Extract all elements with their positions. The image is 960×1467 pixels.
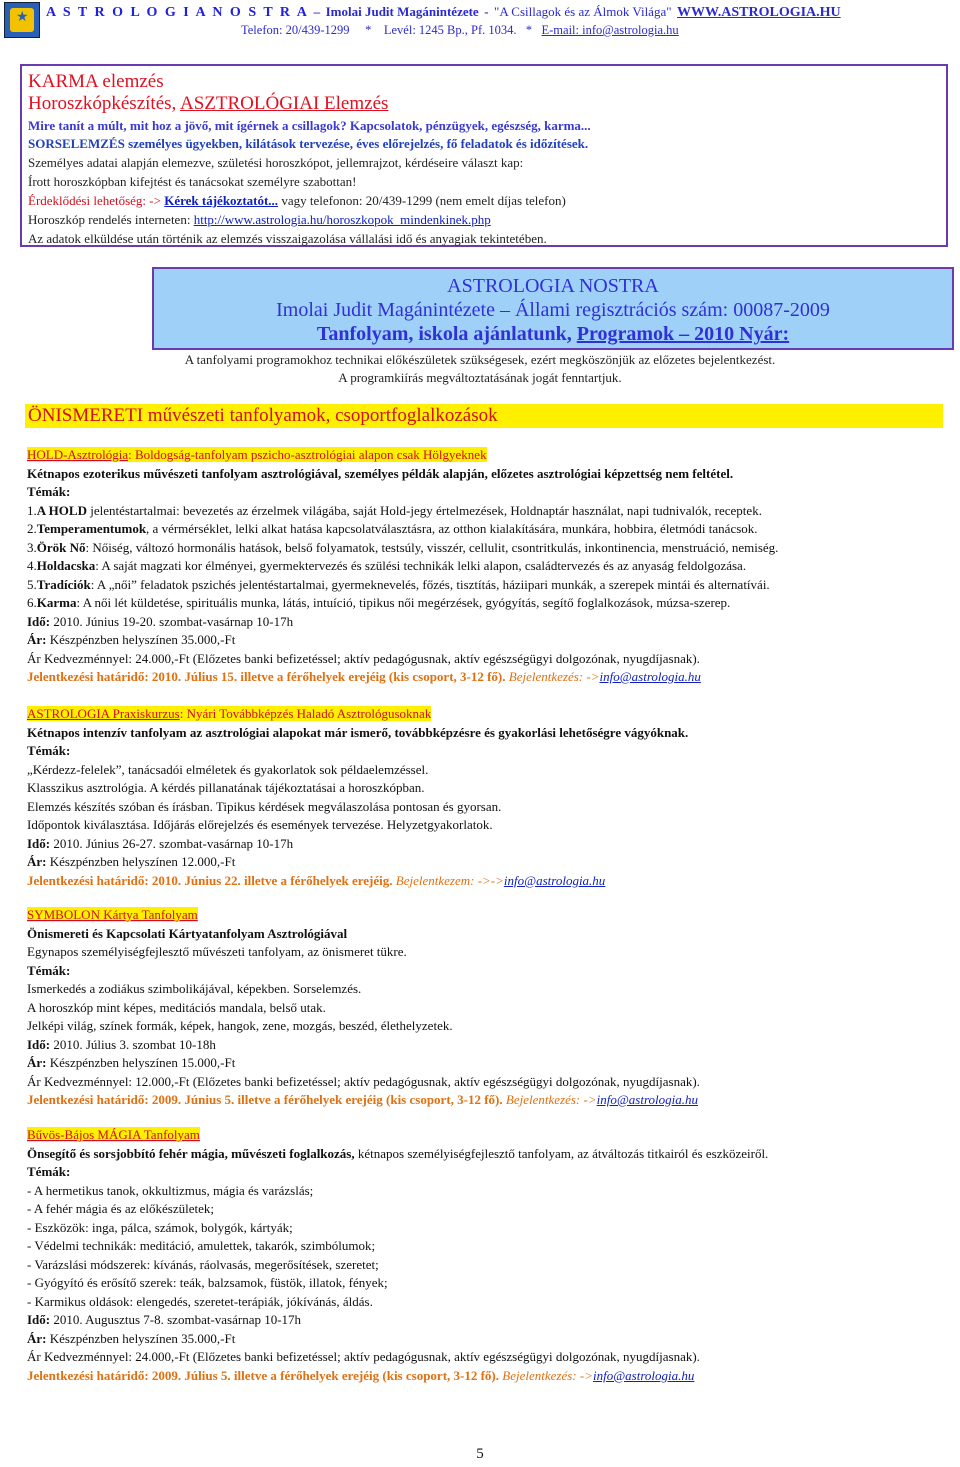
hold-item-head: Örök Nő bbox=[36, 539, 86, 555]
praxis-time-value: 2010. Június 26-27. szombat-vasárnap 10-17h bbox=[50, 835, 294, 851]
symbolon-deadline bbox=[27, 1091, 947, 1110]
magia-topic: - A hermetikus tanok, okkultizmus, mágia és varázslás; bbox=[27, 1182, 314, 1198]
hold-item-head: A HOLD bbox=[36, 502, 87, 518]
symbolon-discount: Ár Kedvezménnyel: 12.000,-Ft (Előzetes banki befizetéssel; aktív pedagógusnak, aktív egészségügyi dolgozónak, nyugdíjasnak). bbox=[27, 1073, 700, 1089]
hold-item bbox=[27, 520, 947, 539]
hold-item bbox=[27, 594, 947, 613]
banner-title: ASTROLOGIA NOSTRA bbox=[447, 275, 659, 297]
hold-item-text: : A női lét küldetése, spirituális munka, látás, intuíció, tipikus női megérzések, gyógyítás, segítő foglalkozások, múzsa-szerep. bbox=[76, 595, 731, 610]
order-link[interactable]: http://www.astrologia.hu/horoszkopok_mindenkinek.php bbox=[193, 212, 491, 227]
hold-time-label: Idő: bbox=[27, 613, 51, 629]
brand-name: A S T R O L O G I A N O S T R A bbox=[46, 5, 309, 20]
magia-email-link[interactable]: info@astrologia.hu bbox=[592, 1367, 695, 1383]
course-symbolon bbox=[27, 906, 947, 1110]
hold-price-value: Készpénzben helyszínen 35.000,-Ft bbox=[46, 632, 236, 647]
karma-sorselemzes: SORSELEMZÉS személyes ügyekben, kilátások tervezése, éves előrejelzés, fő feladatok és időzítések. bbox=[28, 136, 589, 151]
hold-item bbox=[27, 539, 947, 558]
magia-title-link[interactable]: Bűvös-Bájos MÁGIA Tanfolyam bbox=[27, 1127, 200, 1142]
hold-item bbox=[27, 502, 947, 521]
karma-box bbox=[20, 64, 948, 247]
praxis-temak: Témák: bbox=[27, 743, 71, 758]
hold-price bbox=[27, 631, 947, 650]
praxis-topic: „Kérdezz-felelek”, tanácsadói elméletek és gyakorlatok sok példaelemzéssel. bbox=[27, 761, 429, 777]
magia-temak: Témák: bbox=[27, 1164, 71, 1179]
header-quote: "A Csillagok és az Álmok Világa" bbox=[494, 4, 672, 19]
magia-deadline-text: Jelentkezési határidő: 2009. Július 5. illetve a férőhelyek erejéig (kis csoport, 3-12 fő). bbox=[27, 1367, 500, 1383]
interest-rest: vagy telefonon: 20/439-1299 (nem emelt díjas telefon) bbox=[278, 193, 566, 208]
contact-post: Levél: 1245 Bp., Pf. 1034. bbox=[383, 23, 517, 37]
praxis-email-link[interactable]: info@astrologia.hu bbox=[503, 872, 606, 888]
contact-email-link[interactable]: E-mail: info@astrologia.hu bbox=[541, 23, 679, 37]
praxis-topic: Elemzés készítés szóban és írásban. Tipikus kérdések megválaszolása pontosan és gyorsan. bbox=[27, 798, 502, 814]
hold-title-rest: : Boldogság-tanfolyam pszicho-asztrológiai alapon csak Hölgyeknek bbox=[128, 447, 487, 462]
interest-link[interactable]: Kérek tájékoztatót... bbox=[164, 193, 279, 208]
hold-item-text: : A saját magzati kor élményei, gyermektervezés és szülési technikák lelki alapon, családtervezés és az anyaság feldolgozása. bbox=[95, 558, 747, 573]
hold-title bbox=[27, 446, 947, 465]
hold-item-text: : Nőiség, változó hormonális hatások, belső folyamatok, testsúly, visszér, cellulit, csontritkulás, inkontinencia, menstruáció, nemiség. bbox=[85, 539, 779, 555]
header-dash: - bbox=[484, 4, 489, 19]
symbolon-intro: Egynapos személyiségfejlesztő művészeti tanfolyam, az önismeret tükre. bbox=[27, 944, 407, 959]
magia-title bbox=[27, 1126, 947, 1145]
magia-register-label: Bejelentkezés: -> bbox=[499, 1367, 593, 1383]
star-icon: ★ bbox=[16, 9, 29, 25]
symbolon-register-label: Bejelentkezés: -> bbox=[502, 1092, 597, 1107]
logo bbox=[4, 2, 40, 38]
magia-deadline bbox=[27, 1367, 947, 1386]
hold-title-link[interactable]: HOLD-Asztrológia bbox=[27, 447, 129, 462]
magia-topic: - Gyógyító és erősítő szerek: teák, balzsamok, füstök, illatok, fények; bbox=[27, 1275, 388, 1290]
magia-time bbox=[27, 1311, 947, 1330]
hold-item-num: 1. bbox=[27, 502, 37, 518]
symbolon-time-label: Idő: bbox=[27, 1036, 51, 1052]
course-hold bbox=[27, 446, 947, 687]
karma-subtitle bbox=[28, 93, 940, 115]
header-line-1 bbox=[46, 4, 841, 21]
hold-item-num: 5. bbox=[27, 576, 37, 592]
hold-item-num: 3. bbox=[27, 539, 37, 555]
hold-discount: Ár Kedvezménnyel: 24.000,-Ft (Előzetes banki befizetéssel; aktív pedagógusnak, aktív egészségügyi dolgozónak, nyugdíjasnak). bbox=[27, 650, 700, 666]
course-praxis bbox=[27, 705, 947, 890]
hold-item-num: 4. bbox=[27, 558, 37, 573]
praxis-topic: Időpontok kiválasztása. Időjárás előrejelzés és események tervezése. Helyzetgyakorlatok. bbox=[27, 817, 493, 832]
praxis-title bbox=[27, 705, 947, 724]
hold-item-num: 2. bbox=[27, 521, 37, 536]
praxis-deadline-text: Jelentkezési határidő: 2010. Június 22. illetve a férőhelyek erejéig. bbox=[27, 872, 393, 888]
magia-price bbox=[27, 1330, 947, 1349]
magia-price-label: Ár: bbox=[27, 1330, 47, 1346]
interest-label: Érdeklődési lehetőség: -> bbox=[28, 193, 161, 208]
institute-name: Imolai Judit Magánintézete bbox=[325, 4, 479, 19]
hold-item-head: Holdacska bbox=[36, 558, 96, 573]
hold-intro: Kétnapos ezoterikus művészeti tanfolyam asztrológiával, személyes példák alapján, előzetes asztrológiai képzettség nem feltétel. bbox=[27, 465, 734, 481]
praxis-topic: Klasszikus asztrológia. A kérdés pillanatának tájékoztatásai a horoszkópban. bbox=[27, 780, 425, 795]
karma-subtitle-part1: Horoszkópkészítés, bbox=[28, 93, 180, 114]
symbolon-topic: Ismerkedés a zodiákus szimbolikájával, képekben. Sorselemzés. bbox=[27, 981, 362, 996]
praxis-title-rest: : Nyári Továbbképzés Haladó Asztrológusoknak bbox=[179, 706, 432, 721]
magia-price-value: Készpénzben helyszínen 35.000,-Ft bbox=[46, 1330, 236, 1346]
praxis-price bbox=[27, 853, 947, 872]
hold-deadline bbox=[27, 668, 947, 687]
praxis-time-label: Idő: bbox=[27, 835, 51, 851]
banner-registration: Imolai Judit Magánintézete – Állami regisztrációs szám: 00087-2009 bbox=[276, 299, 830, 321]
hold-price-label: Ár: bbox=[27, 632, 47, 647]
symbolon-topic: A horoszkóp mint képes, meditációs mandala, belső utak. bbox=[27, 999, 326, 1015]
symbolon-price bbox=[27, 1054, 947, 1073]
header-separator: – bbox=[313, 4, 321, 19]
page-number: 5 bbox=[476, 1446, 484, 1462]
praxis-price-label: Ár: bbox=[27, 854, 47, 869]
hold-email-link[interactable]: info@astrologia.hu bbox=[599, 669, 701, 684]
note-rights: A programkiírás megváltoztatásának jogát fenntartjuk. bbox=[338, 370, 622, 385]
symbolon-price-label: Ár: bbox=[27, 1055, 47, 1070]
magia-intro-rest: kétnapos személyiségfejlesztő tanfolyam, az átváltozás titkairól és eszközeiről. bbox=[354, 1145, 769, 1161]
symbolon-deadline-text: Jelentkezési határidő: 2009. Június 5. illetve a férőhelyek erejéig (kis csoport, 3-12 fő). bbox=[27, 1092, 503, 1107]
contact-star-2: * bbox=[525, 23, 533, 37]
hold-item bbox=[27, 557, 947, 576]
karma-order bbox=[28, 210, 940, 229]
symbolon-subtitle: Önismereti és Kapcsolati Kártyatanfolyam Asztrológiával bbox=[27, 925, 348, 941]
hold-item-text: jelentéstartalmai: bevezetés az érzelmek világába, saját Hold-jegy értelmezések, Holdnaptár használat, napi tudnivalók, receptek. bbox=[86, 502, 762, 518]
praxis-price-value: Készpénzben helyszínen 12.000,-Ft bbox=[46, 854, 236, 869]
symbolon-temak: Témák: bbox=[27, 962, 71, 978]
magia-topic: - Karmikus oldások: elengedés, szeretet-terápiák, jókívánás, áldás. bbox=[27, 1293, 373, 1309]
hold-time-value: 2010. Június 19-20. szombat-vasárnap 10-17h bbox=[50, 613, 294, 629]
hold-deadline-text: Jelentkezési határidő: 2010. Július 15. illetve a férőhelyek erejéig (kis csoport, 3-12 fő). bbox=[27, 669, 506, 684]
karma-line-1: Személyes adatai alapján elemezve, születési horoszkópot, jellemrajzot, kérdéseire választ kap: bbox=[28, 155, 524, 170]
contact-phone: Telefon: 20/439-1299 bbox=[241, 23, 350, 37]
magia-topic: - Védelmi technikák: meditáció, amulettek, takarók, szimbólumok; bbox=[27, 1238, 376, 1253]
header-line-2 bbox=[241, 23, 679, 38]
hold-item-head: Temperamentumok bbox=[36, 521, 147, 536]
hold-item bbox=[27, 576, 947, 595]
course-magia bbox=[27, 1126, 947, 1385]
magia-time-label: Idő: bbox=[27, 1312, 51, 1327]
magia-topic: - A fehér mágia és az előkészületek; bbox=[27, 1201, 214, 1216]
symbolon-price-value: Készpénzben helyszínen 15.000,-Ft bbox=[46, 1055, 236, 1070]
praxis-title-link[interactable]: ASTROLOGIA Praxiskurzus bbox=[27, 706, 180, 721]
banner-programs-link[interactable]: Programok – 2010 Nyár: bbox=[576, 323, 790, 345]
section-heading-onismereti: ÖNISMERETI művészeti tanfolyamok, csoportfoglalkozások bbox=[25, 404, 943, 428]
symbolon-title bbox=[27, 906, 947, 925]
karma-last-line: Az adatok elküldése után történik az elemzés visszaigazolása vállalási idő és anyagiak tekintetében. bbox=[28, 231, 547, 246]
note-registration: A tanfolyami programokhoz technikai előkészületek szükségesek, ezért megköszönjük az előzetes bejelentkezést. bbox=[184, 352, 776, 367]
program-banner bbox=[152, 267, 954, 350]
hold-register-label: Bejelentkezés: -> bbox=[505, 669, 600, 684]
praxis-intro: Kétnapos intenzív tanfolyam az asztrológiai alapokat már ismerő, továbbképzésre és gyakorlási lehetőségre vágyóknak. bbox=[27, 724, 689, 740]
hold-item-head: Tradíciók bbox=[36, 576, 91, 592]
magia-topic: - Eszközök: inga, pálca, számok, bolygók, kártyák; bbox=[27, 1219, 293, 1235]
symbolon-time-value: 2010. Július 3. szombat 10-18h bbox=[50, 1036, 216, 1052]
praxis-register-label: Bejelentkezem: ->-> bbox=[392, 872, 504, 888]
hold-item-text: : A „női” feladatok pszichés jelentéstartalmai, gyermeknevelés, főzés, tisztítás, háziipari munkák, a szerepek mintái és alternatívái. bbox=[90, 576, 770, 592]
hold-time bbox=[27, 613, 947, 632]
symbolon-email-link[interactable]: info@astrologia.hu bbox=[596, 1092, 698, 1107]
karma-interest bbox=[28, 191, 940, 210]
hold-item-text: , a vérmérséklet, lelki alkat hatása kapcsolatválasztásra, az otthon kialakítására, munkára, hobbira, életmódi tanácsok. bbox=[146, 521, 758, 536]
page-header bbox=[0, 0, 960, 44]
magia-topic: - Varázslási módszerek: kívánás, ráolvasás, megerősítések, szeretet; bbox=[27, 1256, 379, 1272]
praxis-time bbox=[27, 835, 947, 854]
magia-intro bbox=[27, 1145, 947, 1164]
karma-line-2: Írott horoszkópban kifejtést és tanácsokat személyre szabottan! bbox=[28, 174, 357, 189]
karma-tagline: Mire tanít a múlt, mit hoz a jövő, mit ígérnek a csillagok? Kapcsolatok, pénzügyek, egészség, karma... bbox=[28, 118, 591, 133]
symbolon-topic: Jelképi világ, színek formák, képek, hangok, zene, mozgás, beszéd, élethelyzetek. bbox=[27, 1018, 453, 1033]
banner-programs-label: Tanfolyam, iskola ajánlatunk, bbox=[316, 323, 577, 345]
hold-item-num: 6. bbox=[27, 595, 37, 610]
praxis-deadline bbox=[27, 872, 947, 891]
order-label: Horoszkóp rendelés interneten: bbox=[28, 212, 194, 227]
symbolon-title-link[interactable]: SYMBOLON Kártya Tanfolyam bbox=[27, 907, 198, 922]
header-website-link[interactable]: WWW.ASTROLOGIA.HU bbox=[677, 5, 841, 20]
magia-time-value: 2010. Augusztus 7-8. szombat-vasárnap 10-17h bbox=[50, 1312, 302, 1327]
magia-discount: Ár Kedvezménnyel: 24.000,-Ft (Előzetes banki befizetéssel; aktív pedagógusnak, aktív egészségügyi dolgozónak, nyugdíjasnak). bbox=[27, 1349, 700, 1364]
karma-title: KARMA elemzés bbox=[28, 71, 164, 92]
magia-intro-bold: Önsegítő és sorsjobbító fehér mágia, művészeti foglalkozás, bbox=[27, 1145, 355, 1161]
hold-temak: Témák: bbox=[27, 484, 71, 499]
contact-star-1: * bbox=[365, 23, 372, 37]
symbolon-time bbox=[27, 1036, 947, 1055]
hold-item-head: Karma bbox=[36, 595, 77, 610]
banner-programs bbox=[154, 323, 952, 346]
karma-subtitle-link[interactable]: ASZTROLÓGIAI Elemzés bbox=[179, 93, 389, 114]
